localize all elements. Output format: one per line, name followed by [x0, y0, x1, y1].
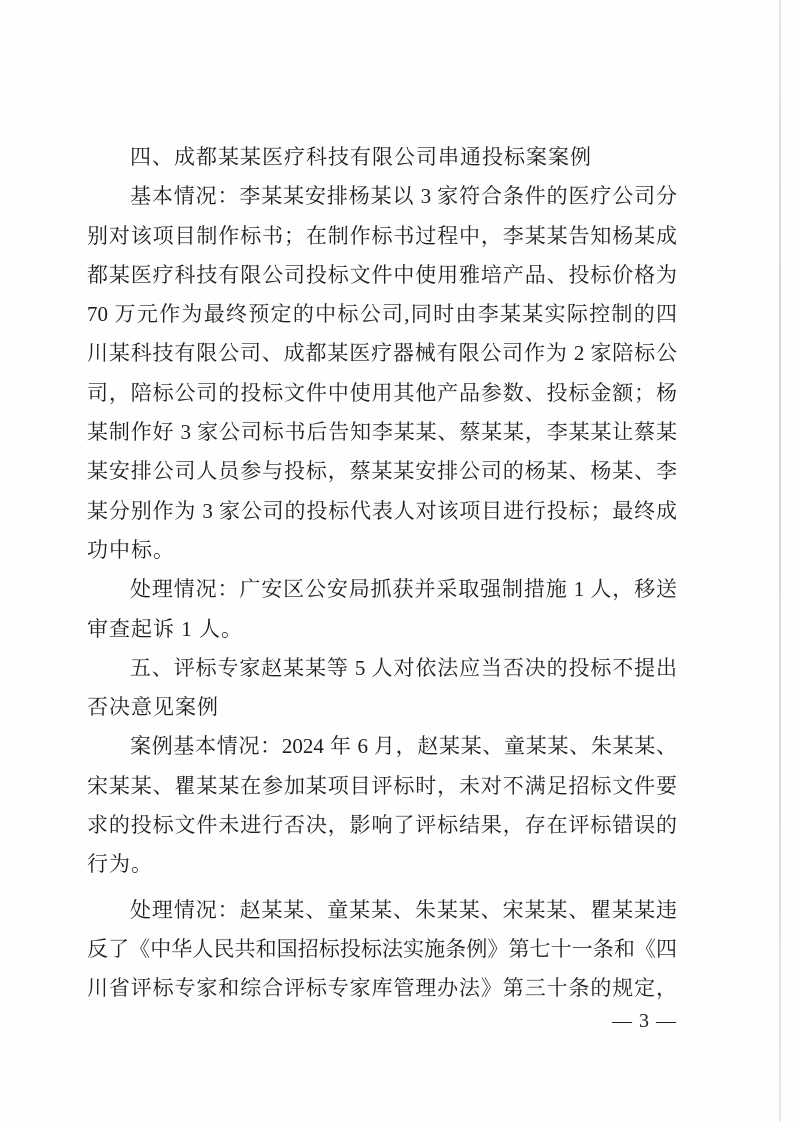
- text-line: 反了《中华人民共和国招标投标法实施条例》第七十一条和《四: [87, 936, 677, 961]
- text-line: 某分别作为 3 家公司的投标代表人对该项目进行投标；最终成: [87, 498, 677, 523]
- text-line: 70 万元作为最终预定的中标公司,同时由李某某实际控制的四: [87, 302, 677, 327]
- heading-line: 五、评标专家赵某某等 5 人对依法应当否决的投标不提出: [130, 655, 677, 680]
- text-line: 处理情况：广安区公安局抓获并采取强制措施 1 人，移送: [130, 577, 677, 602]
- scan-edge-artifact: [779, 0, 781, 1122]
- text-line: 某安排公司人员参与投标，蔡某某安排公司的杨某、杨某、李: [87, 459, 677, 484]
- heading-line: 否决意见案例: [87, 695, 219, 720]
- text-line: 都某医疗科技有限公司投标文件中使用雅培产品、投标价格为: [87, 262, 677, 287]
- text-line: 宋某某、瞿某某在参加某项目评标时，未对不满足招标文件要: [87, 773, 677, 798]
- text-line: 基本情况：李某某安排杨某以 3 家符合条件的医疗公司分: [130, 184, 677, 209]
- text-line: 审查起诉 1 人。: [87, 616, 243, 641]
- text-line: 某制作好 3 家公司标书后告知李某某、蔡某某，李某某让蔡某: [87, 420, 677, 445]
- text-line: 别对该项目制作标书；在制作标书过程中，李某某告知杨某成: [87, 223, 677, 248]
- text-line: 功中标。: [87, 537, 175, 562]
- text-line: 行为。: [87, 852, 153, 877]
- heading-line: 四、成都某某医疗科技有限公司串通投标案案例: [130, 145, 592, 169]
- text-line: 求的投标文件未进行否决，影响了评标结果，存在评标错误的: [87, 813, 677, 838]
- text-line: 川某科技有限公司、成都某医疗器械有限公司作为 2 家陪标公: [87, 341, 677, 366]
- document-body: [87, 138, 677, 1009]
- text-line: 案例基本情况：2024 年 6 月，赵某某、童某某、朱某某、: [130, 734, 677, 759]
- text-line: 司，陪标公司的投标文件中使用其他产品参数、投标金额；杨: [87, 380, 677, 405]
- text-line: 川省评标专家和综合评标专家库管理办法》第三十条的规定，: [87, 976, 677, 1001]
- text-line: 处理情况：赵某某、童某某、朱某某、宋某某、瞿某某违: [130, 897, 677, 922]
- page-number: — 3 —: [612, 1010, 677, 1032]
